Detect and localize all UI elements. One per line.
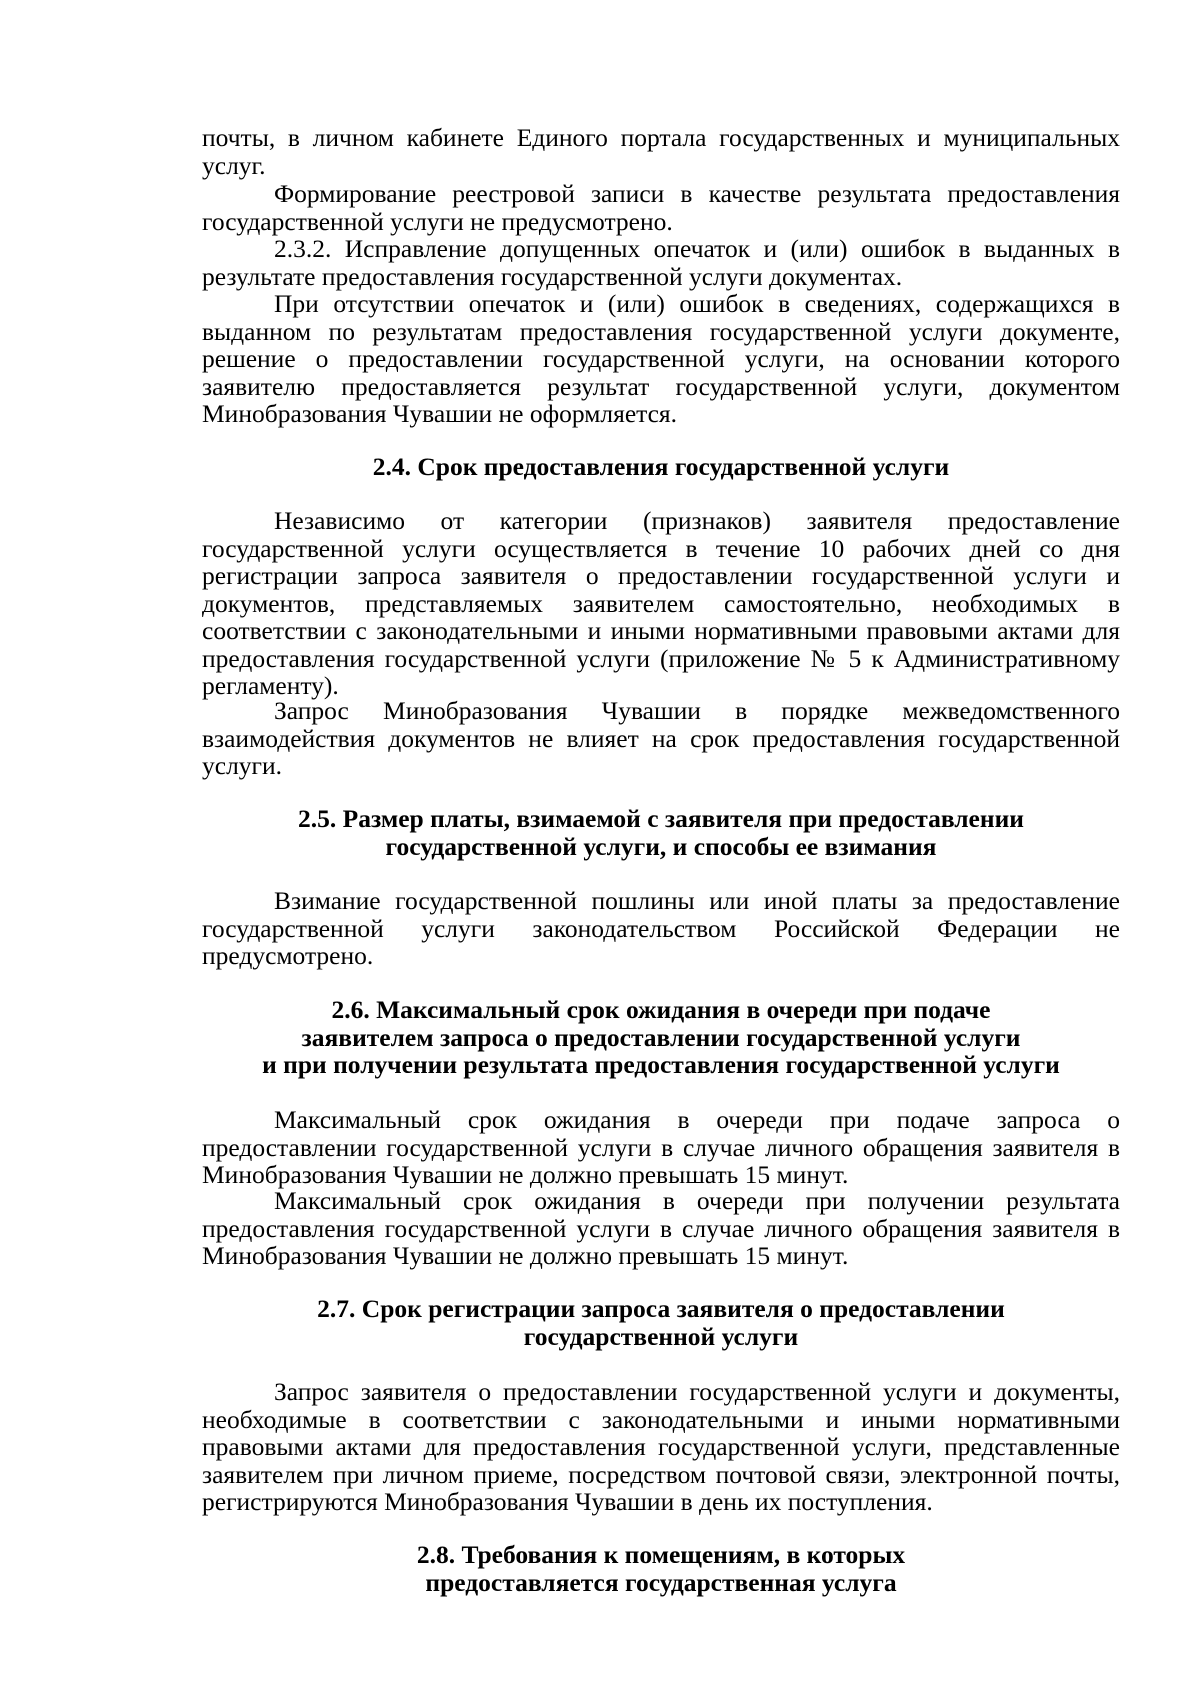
paragraph-vzimanie [202,887,1120,970]
section-heading-line: 2.5. Размер платы, взимаемой с заявителя при предоставлении [298,804,1024,833]
paragraph-max-srok-poluchenii [202,1187,1120,1270]
section-heading-2-7 [202,1295,1120,1350]
paragraph: При отсутствии опечаток и (или) ошибок в сведениях, содержащихся в выданном по результатам предоставления государственной услуги документе, решение о предоставлении государственной услуги, на основании которого заявителю предоставляется результат государственной услуги, документом Минобразования Чувашии не оформляется. [202,289,1120,428]
section-heading-2-8 [202,1541,1120,1596]
paragraph-max-srok-podache [202,1106,1120,1189]
section-heading-line: 2.6. Максимальный срок ожидания в очереди при подаче [331,995,991,1024]
paragraph: 2.3.2. Исправление допущенных опечаток и (или) ошибок в выданных в результате предоставления государственной услуги документах. [202,234,1120,291]
paragraph-zapros-zayavitelya [202,1378,1120,1516]
section-heading-line: 2.7. Срок регистрации запроса заявителя о предоставлении [317,1294,1005,1323]
paragraph-zapros-minobrazovaniya [202,697,1120,780]
paragraph-nezavisimo [202,507,1120,700]
paragraph-pri-otsutstvii [202,290,1120,428]
section-heading-line: заявителем запроса о предоставлении государственной услуги [301,1022,1021,1052]
paragraph: Запрос заявителя о предоставлении государственной услуги и документы, необходимые в соответствии с законодательными и иными нормативными правовыми актами для предоставления государственной услуги, представленные заявителем при личном приеме, посредством почтовой связи, электронной почты, регистрируются Минобразования Чувашии в день их поступления. [202,1377,1120,1516]
section-heading-line: и при получении результата предоставления государственной услуги [262,1050,1060,1079]
section-heading: 2.4. Срок предоставления государственной услуги [372,452,950,481]
paragraph-2-3-2 [202,235,1120,290]
section-heading-line: государственной услуги, и способы ее взимания [385,831,937,861]
paragraph: Взимание государственной пошлины или иной платы за предоставление государственной услуги законодательством Российской Федерации не предусмотрено. [202,886,1120,970]
paragraph: Запрос Минобразования Чувашии в порядке межведомственного взаимодействия документов не влияет на срок предоставления государственной услуги. [202,696,1120,780]
paragraph-formirovanie [202,180,1120,235]
paragraph-continuation-pochty [202,124,1120,179]
section-heading-line: государственной услуги [523,1321,799,1351]
paragraph: Независимо от категории (признаков) заявителя предоставление государственной услуги осуществляется в течение 10 рабочих дней со дня регистрации запроса заявителя о предоставлении государственной услуги и документов, представляемых заявителем самостоятельно, необходимых в соответствии с законодательными и иными нормативными правовыми актами для предоставления государственной услуги (приложение № 5 к Административному регламенту). [202,506,1120,700]
paragraph: Формирование реестровой записи в качестве результата предоставления государственной услуги не предусмотрено. [202,179,1120,236]
section-heading-2-4 [202,453,1120,481]
section-heading-2-5 [202,805,1120,860]
paragraph: Максимальный срок ожидания в очереди при получении результата предоставления государственной услуги в случае личного обращения заявителя в Минобразования Чувашии не должно превышать 15 минут. [202,1186,1120,1270]
section-heading-2-6 [202,996,1120,1079]
section-heading-line: предоставляется государственная услуга [425,1567,897,1597]
section-heading-line: 2.8. Требования к помещениям, в которых [416,1540,906,1569]
paragraph: почты, в личном кабинете Единого портала государственных и муниципальных услуг. [202,123,1120,180]
paragraph: Максимальный срок ожидания в очереди при подаче запроса о предоставлении государственной услуги в случае личного обращения заявителя в Минобразования Чувашии не должно превышать 15 минут. [202,1105,1120,1189]
